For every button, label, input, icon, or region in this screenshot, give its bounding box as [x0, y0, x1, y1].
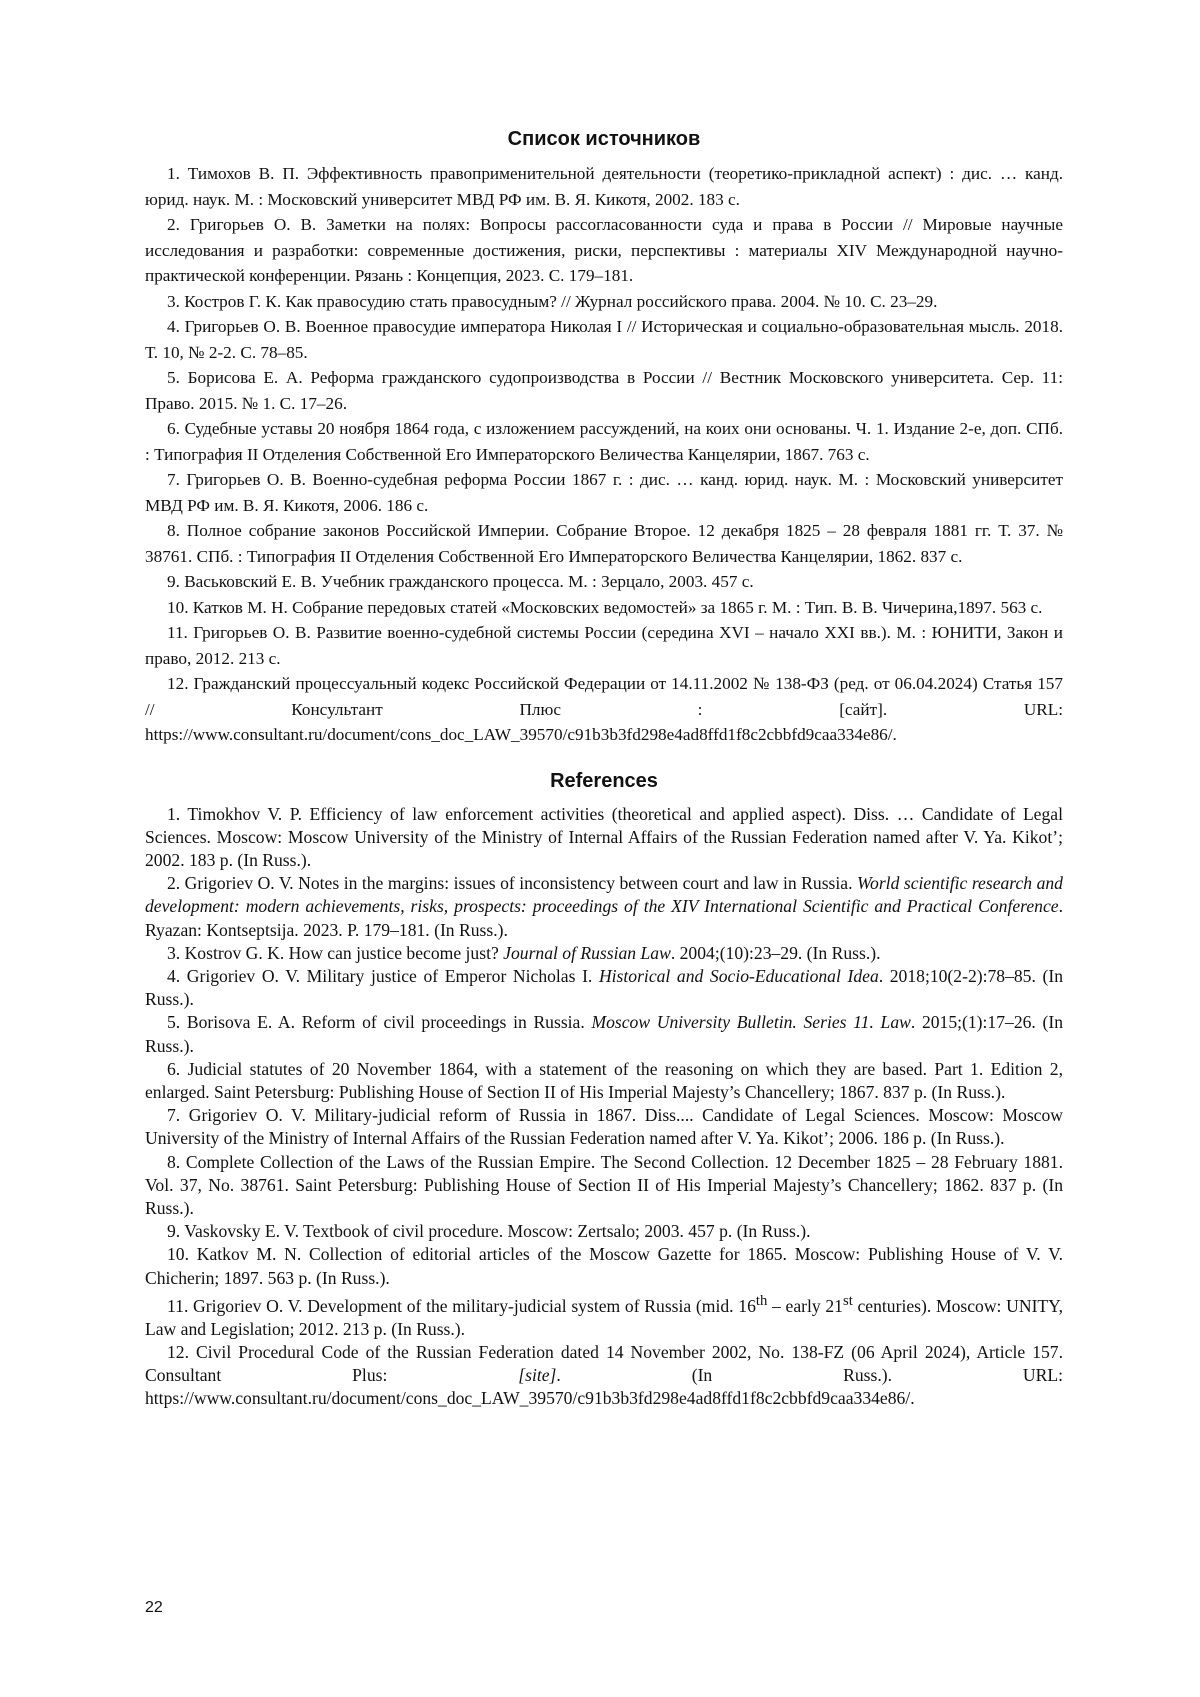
- reference-text: 3. Kostrov G. K. How can justice become just?: [167, 943, 503, 963]
- reference-source-title: Historical and Socio-Educational Idea: [599, 966, 879, 986]
- reference-text: 11. Grigoriev O. V. Development of the military-judicial system of Russia (mid. 16: [167, 1296, 756, 1316]
- reference-item: 2. Григорьев О. В. Заметки на полях: Вопросы рассогласованности суда и права в России // Мировые научные исследования и разработки: современные достижения, риски, перспективы : материалы XIV Международной научно-практической конференции. Рязань : Концепция, 2023. С. 179–181.: [145, 212, 1063, 289]
- reference-item: [145, 1220, 1063, 1243]
- reference-item: 6. Судебные уставы 20 ноября 1864 года, с изложением рассуждений, на коих они основаны. Ч. 1. Издание 2-е, доп. СПб. : Типография II Отделения Собственной Его Императорского Величества Канцелярии, 1867. 763 с.: [145, 416, 1063, 467]
- reference-source-title: Journal of Russian Law: [503, 943, 671, 963]
- reference-text: 4. Grigoriev O. V. Military justice of Emperor Nicholas I.: [167, 966, 599, 986]
- reference-item: 1. Тимохов В. П. Эффективность правоприменительной деятельности (теоретико-прикладной аспект) : дис. … канд. юрид. наук. М. : Московский университет МВД РФ им. В. Я. Кикотя, 2002. 183 с.: [145, 161, 1063, 212]
- reference-text: 6. Judicial statutes of 20 November 1864, with a statement of the reasoning on which they are based. Part 1. Edition 2, enlarged. Saint Petersburg: Publishing House of Section II of His Imperial Majesty’s Chancellery; 1867. 837 p. (In Russ.).: [145, 1059, 1063, 1102]
- references-heading: References: [145, 770, 1063, 793]
- reference-text-after: . (In Russ.). URL: https://www.consultant.ru/document/cons_doc_LAW_39570/c91b3b3fd298e4ad8ffd1f8c2cbbfd9caa334e86/.: [145, 1365, 1063, 1408]
- reference-text: 12. Civil Procedural Code of the Russian Federation dated 14 November 2002, No. 138-FZ (06 April 2024), Article 157. Consultant Plus:: [145, 1342, 1063, 1385]
- reference-item: 3. Костров Г. К. Как правосудию стать правосудным? // Журнал российского права. 2004. № 10. С. 23–29.: [145, 289, 1063, 315]
- reference-text: 2. Grigoriev O. V. Notes in the margins: issues of inconsistency between court and law in Russia.: [167, 873, 857, 893]
- reference-text-after: . Ryazan: Kontseptsija. 2023. P. 179–181. (In Russ.).: [145, 896, 1063, 939]
- superscript: st: [843, 1293, 853, 1309]
- sources-heading: Список источников: [145, 128, 1063, 151]
- reference-text: 7. Grigoriev O. V. Military-judicial reform of Russia in 1867. Diss.... Candidate of Legal Sciences. Moscow: Moscow University of the Ministry of Internal Affairs of the Russian Federation named after V. Ya. Kikot’; 2006. 186 p. (In Russ.).: [145, 1105, 1063, 1148]
- reference-item: [145, 1341, 1063, 1411]
- reference-item: [145, 965, 1063, 1011]
- reference-item: [145, 1243, 1063, 1289]
- superscript: th: [756, 1293, 767, 1309]
- page-number: 22: [145, 1599, 163, 1617]
- reference-item: [145, 942, 1063, 965]
- reference-source-title: World scientific research and development: modern achievements, risks, prospects: proceedings of the XIV International Scientific and Practical Conference: [145, 873, 1063, 916]
- reference-item: 7. Григорьев О. В. Военно-судебная реформа России 1867 г. : дис. … канд. юрид. наук. М. : Московский университет МВД РФ им. В. Я. Кикотя, 2006. 186 с.: [145, 467, 1063, 518]
- reference-text-after: centuries). Moscow: UNITY, Law and Legislation; 2012. 213 p. (In Russ.).: [145, 1296, 1063, 1339]
- reference-item: [145, 803, 1063, 873]
- reference-text: 8. Complete Collection of the Laws of the Russian Empire. The Second Collection. 12 December 1825 – 28 February 1881. Vol. 37, No. 38761. Saint Petersburg: Publishing House of Section II of His Imperial Majesty’s Chancellery; 1862. 837 p. (In Russ.).: [145, 1152, 1063, 1218]
- reference-text: 9. Vaskovsky E. V. Textbook of civil procedure. Moscow: Zertsalo; 2003. 457 p. (In Russ.).: [167, 1221, 810, 1241]
- english-reference-list: [145, 803, 1063, 1411]
- reference-item: 12. Гражданский процессуальный кодекс Российской Федерации от 14.11.2002 № 138-ФЗ (ред. от 06.04.2024) Статья 157 // Консультант Плюс : [сайт]. URL: https://www.consultant.ru/document/cons_doc_LAW_39570/c91b3b3fd298e4ad8ffd1f8c2cbbfd9caa334e86/.: [145, 671, 1063, 748]
- reference-item: [145, 1104, 1063, 1150]
- reference-item: 10. Катков М. Н. Собрание передовых статей «Московских ведомостей» за 1865 г. М. : Тип. В. В. Чичерина,1897. 563 с.: [145, 595, 1063, 621]
- reference-text-after: . 2015;(1):17–26. (In Russ.).: [145, 1012, 1063, 1055]
- reference-item: [145, 1290, 1063, 1341]
- russian-reference-list: [145, 161, 1063, 748]
- reference-item: [145, 1151, 1063, 1221]
- reference-text-mid: – early 21: [767, 1296, 843, 1316]
- reference-text-after: . 2018;10(2-2):78–85. (In Russ.).: [145, 966, 1063, 1009]
- reference-item: 4. Григорьев О. В. Военное правосудие императора Николая I // Историческая и социально-образовательная мысль. 2018. Т. 10, № 2-2. С. 78–85.: [145, 314, 1063, 365]
- reference-source-title: [site]: [518, 1365, 556, 1385]
- reference-item: [145, 1058, 1063, 1104]
- reference-item: [145, 872, 1063, 942]
- reference-text: 10. Katkov M. N. Collection of editorial articles of the Moscow Gazette for 1865. Moscow: Publishing House of V. V. Chicherin; 1897. 563 p. (In Russ.).: [145, 1244, 1063, 1287]
- page: [145, 128, 1063, 1411]
- reference-item: [145, 1011, 1063, 1057]
- reference-item: 8. Полное собрание законов Российской Империи. Собрание Второе. 12 декабря 1825 – 28 февраля 1881 гг. Т. 37. № 38761. СПб. : Типография II Отделения Собственной Его Императорского Величества Канцелярии, 1862. 837 с.: [145, 518, 1063, 569]
- reference-item: 11. Григорьев О. В. Развитие военно-судебной системы России (середина XVI – начало XXI вв.). М. : ЮНИТИ, Закон и право, 2012. 213 с.: [145, 620, 1063, 671]
- reference-source-title: Moscow University Bulletin. Series 11. Law: [591, 1012, 910, 1032]
- reference-text-after: . 2004;(10):23–29. (In Russ.).: [671, 943, 881, 963]
- reference-text: 1. Timokhov V. P. Efficiency of law enforcement activities (theoretical and applied aspect). Diss. … Candidate of Legal Sciences. Moscow: Moscow University of the Ministry of Internal Affairs of the Russian Federation named after V. Ya. Kikot’; 2002. 183 p. (In Russ.).: [145, 804, 1063, 870]
- reference-item: 5. Борисова Е. А. Реформа гражданского судопроизводства в России // Вестник Московского университета. Сер. 11: Право. 2015. № 1. С. 17–26.: [145, 365, 1063, 416]
- reference-item: 9. Васьковский Е. В. Учебник гражданского процесса. М. : Зерцало, 2003. 457 с.: [145, 569, 1063, 595]
- reference-text: 5. Borisova E. A. Reform of civil proceedings in Russia.: [167, 1012, 591, 1032]
